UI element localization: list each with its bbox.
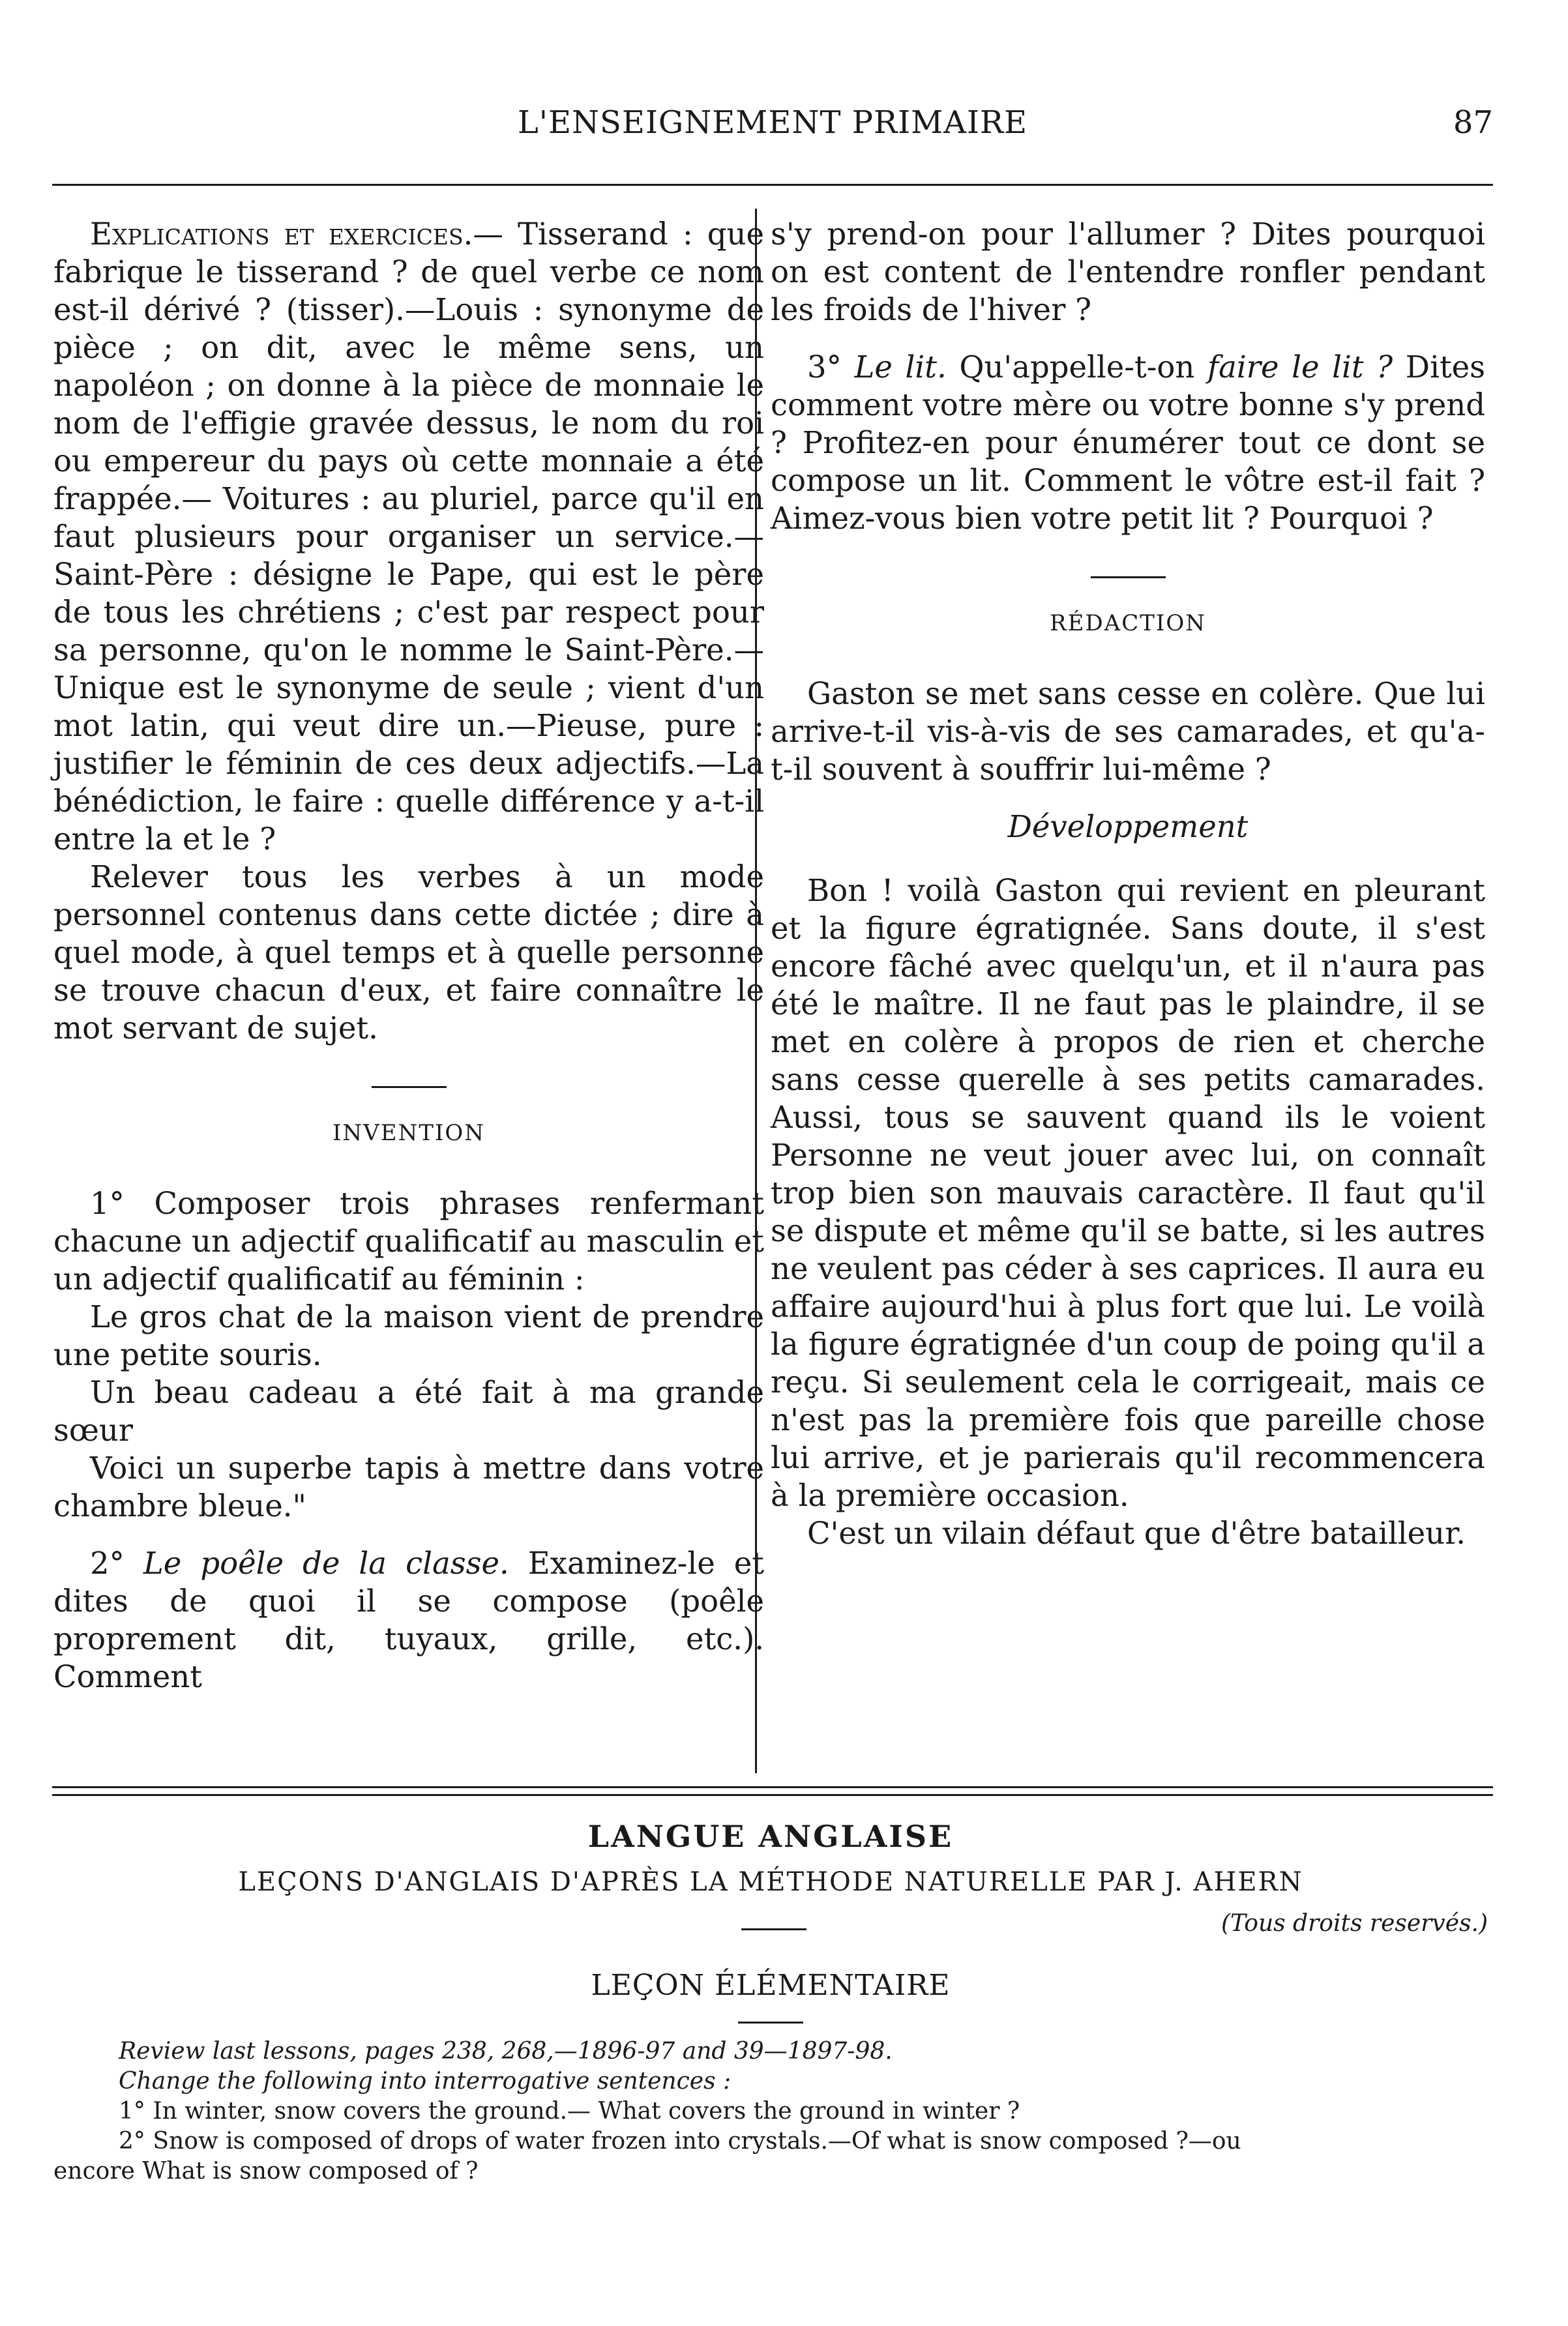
english-example-2: 2° Snow is composed of drops of water frozen into crystals.—Of what is snow composed ?—ou	[119, 2128, 1241, 2155]
continuation-paragraph: s'y prend-on pour l'allumer ? Dites pourquoi on est content de l'entendre ronfler pendant les froids de l'hiver ?	[771, 216, 1485, 327]
rights-row	[53, 1910, 1488, 1949]
explications-text: — Tisserand : que fabrique le tisserand ? de quel verbe ce nom est-il dérivé ? (tisser).—Louis : synonyme de pièce ; on dit, avec le même sens, un napoléon ; on donne à la pièce de monnaie le nom de l'effigie gravée dessus, le nom du roi ou empereur du pays où cette monnaie a été frappée.— Voitures : au pluriel, parce qu'il en faut plusieurs pour organiser un service.—Saint-Père : désigne le Pape, qui est le père de tous les chrétiens ; c'est par respect pour sa personne, qu'on le nomme le Saint-Père.— Unique est le synonyme de seule ; vient d'un mot latin, qui veut dire un.—Pieuse, pure : justifier le féminin de ces deux adjectifs.—La bénédiction, le faire : quelle différence y a-t-il entre la et le ?	[53, 216, 764, 857]
mini-rule	[738, 2022, 803, 2024]
review-text: Review last lessons, pages 238, 268,—1896-97 and 39—1897-98.	[119, 2038, 893, 2065]
langue-anglaise-title: LANGUE ANGLAISE	[587, 1819, 954, 1854]
item-3-question: Qu'appelle-t-on	[946, 349, 1207, 385]
item-2-number: 2°	[90, 1546, 125, 1581]
explications-label: Explications et exercices.	[90, 216, 473, 252]
lecon-elementaire-heading: LEÇON ÉLÉMENTAIRE	[591, 1969, 951, 2002]
spacer	[771, 329, 1485, 348]
item-3-title: Le lit.	[854, 349, 947, 385]
lecons-subtitle: LEÇONS D'ANGLAIS D'APRÈS LA MÉTHODE NATURELLE PAR J. AHERN	[238, 1867, 1303, 1897]
page-number: 87	[1453, 104, 1493, 141]
english-section	[53, 1819, 1488, 2186]
page-header	[52, 104, 1493, 150]
redaction-text: Gaston se met sans cesse en colère. Que lui arrive-t-il vis-à-vis de ses camarades, et qu'a-t-il souvent à souffrir lui-même ?	[771, 676, 1485, 787]
left-column	[53, 215, 764, 1696]
developpement-paragraph-2: C'est un vilain défaut que d'être batailleur.	[807, 1516, 1466, 1551]
running-title: L'ENSEIGNEMENT PRIMAIRE	[517, 104, 1028, 141]
invention-heading: INVENTION	[332, 1120, 486, 1146]
change-text: Change the following into interrogative sentences :	[119, 2068, 732, 2095]
item-2-text: Examinez-le et dites de quoi il se compose (poêle proprement dit, tuyaux, grille, etc.). Comment	[53, 1546, 764, 1694]
item-3-number: 3°	[807, 349, 842, 385]
invention-example-3: Voici un superbe tapis à mettre dans votre chambre bleue."	[53, 1450, 764, 1524]
developpement-heading: Développement	[1007, 809, 1249, 844]
relever-paragraph: Relever tous les verbes à un mode personnel contenus dans cette dictée ; dire à quel mode, à quel temps et à quelle personne se trouve chacun d'eux, et faire connaître le mot servant de sujet.	[53, 859, 764, 1046]
invention-example-1: Le gros chat de la maison vient de prendre une petite souris.	[53, 1299, 764, 1372]
change-line	[53, 2067, 1488, 2097]
rights-notice: (Tous droits reservés.)	[1221, 1910, 1488, 1937]
spacer	[53, 1525, 764, 1544]
header-rule	[52, 184, 1493, 186]
mini-rule	[741, 1928, 806, 1930]
review-line	[53, 2037, 1488, 2067]
explications-paragraph	[53, 215, 764, 858]
review-block	[53, 2037, 1488, 2186]
invention-item-2	[53, 1544, 764, 1696]
right-column	[771, 215, 1485, 1552]
english-example-1: 1° In winter, snow covers the ground.— What covers the ground in winter ?	[119, 2098, 1020, 2125]
double-rule-top	[52, 1786, 1493, 1788]
invention-example-2: Un beau cadeau a été fait à ma grande sœur	[53, 1375, 764, 1448]
section-rule	[1091, 576, 1166, 578]
redaction-heading: RÉDACTION	[1050, 610, 1206, 636]
item-3-italic: faire le lit ?	[1207, 349, 1393, 385]
english-example-2-cont: encore What is snow composed of ?	[53, 2158, 479, 2185]
double-rule-bottom	[52, 1794, 1493, 1796]
item-3-text: Dites comment votre mère ou votre bonne s'y prend ? Profitez-en pour énumérer tout ce dont se compose un lit. Comment le vôtre est-il fait ? Aimez-vous bien votre petit lit ? Pourquoi ?	[771, 349, 1486, 536]
invention-item-1: 1° Composer trois phrases renfermant chacune un adjectif qualificatif au masculin et un adjectif qualificatif au féminin :	[53, 1186, 764, 1297]
item-2-title: Le poêle de la classe.	[143, 1546, 509, 1581]
invention-item-3	[771, 348, 1485, 537]
developpement-paragraph-1: Bon ! voilà Gaston qui revient en pleurant et la figure égratignée. Sans doute, il s'est encore fâché avec quelqu'un, et il n'aura pas été le maître. Il ne faut pas le plaindre, il se met en colère à propos de rien et cherche sans cesse querelle à ses petits camarades. Aussi, tous se sauvent quand ils le voient Personne ne veut jouer avec lui, on connaît trop bien son mauvais caractère. Il faut qu'il se dispute et même qu'il se batte, si les autres ne veulent pas céder à ses caprices. Il aura eu affaire aujourd'hui à plus fort que lui. Le voilà la figure égratignée d'un coup de poing qu'il a reçu. Si seulement cela le corrigeait, mais ce n'est pas la première fois que pareille chose lui arrive, et je parierais qu'il recommencera à la première occasion.	[771, 873, 1485, 1513]
section-rule	[372, 1086, 447, 1088]
